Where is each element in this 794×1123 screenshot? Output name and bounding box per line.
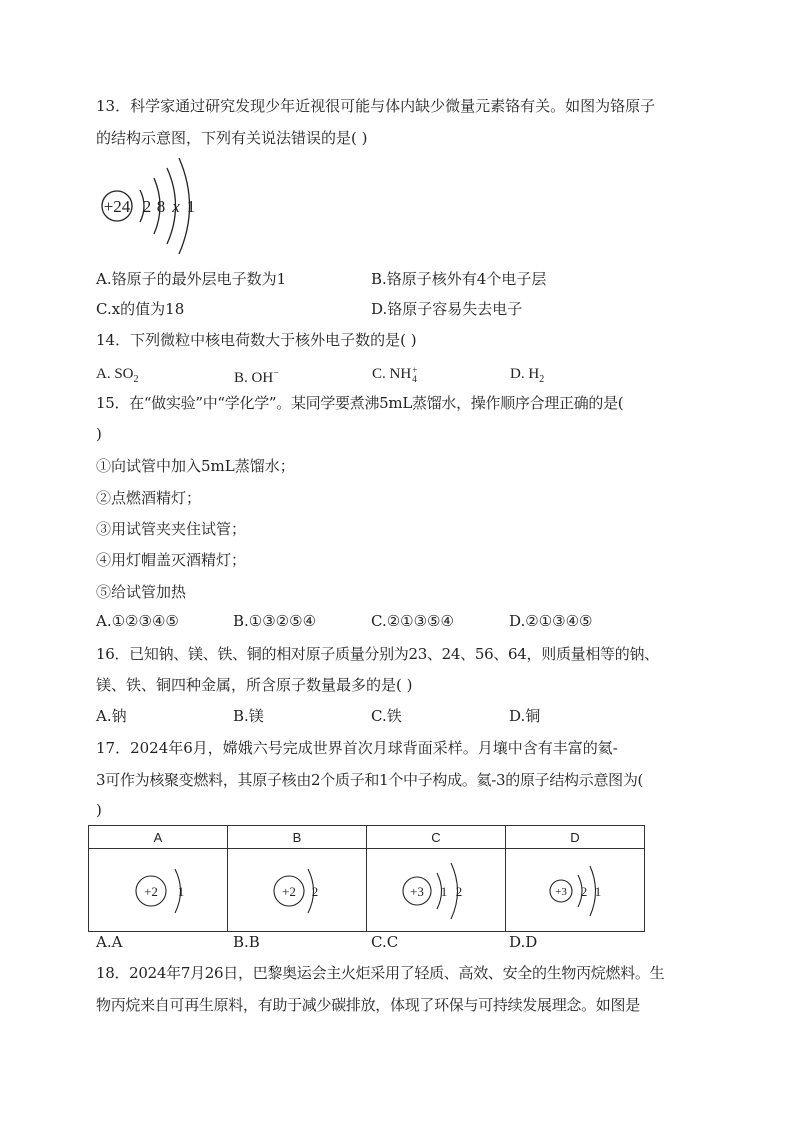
q15-stem-line1: 15．在“做实验”中“学化学”。某同学要煮沸5mL蒸馏水，操作顺序合理正确的是( [96,394,624,412]
atom-diagram-c [367,849,505,931]
chromium-nucleus-label: +24 [103,197,131,216]
helium-diagram-table [88,825,645,932]
table-cell-a [89,849,228,932]
table-header-b: B [228,826,367,849]
q18-stem-line2: 物丙烷来自可再生原料，有助于减少碳排放，体现了环保与可持续发展理念。如图是 [96,996,640,1014]
chromium-shell-4: 1 [186,197,196,216]
q14-option-c-prefix: C. [372,366,390,382]
q14-option-d-formula: H [528,366,540,382]
q15-step-3: ③用试管夹夹住试管； [96,520,247,538]
q13-option-c[interactable]: C.x的值为18 [96,300,185,318]
atom-diagram-d [506,849,644,931]
q16-stem-line1: 16．已知钠、镁、铁、铜的相对原子质量分别为23、24、56、64，则质量相等的钠、 [96,645,659,663]
atom-diagram-b [228,849,366,931]
q13-option-a[interactable]: A.铬原子的最外层电子数为1 [96,270,287,288]
q13-option-b[interactable]: B.铬原子核外有4个电子层 [371,270,547,288]
table-header-c: C [367,826,506,849]
atom-c-shell-2: 2 [455,884,463,899]
q15-step-5: ⑤给试管加热 [96,583,187,601]
q13-stem-line1: 13．科学家通过研究发现少年近视很可能与体内缺少微量元素铬有关。如图为铬原子 [96,97,656,115]
table-cell-b [228,849,367,932]
atom-c-nucleus: +3 [410,884,424,899]
q15-step-4: ④用灯帽盖灭酒精灯； [96,551,247,569]
atom-a-shell-1: 1 [177,884,185,899]
q14-option-d[interactable] [510,364,544,390]
chromium-shell-2: 8 [156,197,166,216]
q14-option-a-subscript: 2 [133,374,139,385]
atom-b-nucleus: +2 [282,884,296,899]
q17-option-a[interactable]: A.A [96,933,123,951]
atom-d-shell-2: 1 [594,884,602,899]
q14-option-c-subscript: 4 [412,373,417,384]
q16-option-a[interactable]: A.钠 [96,707,127,725]
q17-option-d[interactable]: D.D [509,933,538,951]
q14-stem: 14．下列微粒中核电荷数大于核外电子数的是( ) [96,331,417,349]
q14-option-a-formula: SO [114,366,134,382]
atom-c-shell-1: 1 [440,884,448,899]
q13-option-d[interactable]: D.铬原子容易失去电子 [371,300,523,318]
q14-option-c[interactable] [372,364,417,384]
q15-option-b[interactable]: B.①③②⑤④ [233,612,317,630]
table-header-a: A [89,826,228,849]
atom-diagram-a [89,849,227,931]
q13-stem-line2: 的结构示意图，下列有关说法错误的是( ) [96,129,368,147]
atom-d-shell-1: 2 [580,884,588,899]
q14-option-d-prefix: D. [510,366,529,382]
chromium-shell-1: 2 [142,197,152,216]
q14-option-b-formula: OH [251,370,274,386]
q17-option-b[interactable]: B.B [233,933,260,951]
atom-d-nucleus: +3 [555,886,567,898]
q16-option-b[interactable]: B.镁 [233,707,264,725]
q17-option-c[interactable]: C.C [371,933,399,951]
q14-option-a-prefix: A. [96,366,115,382]
q17-stem-line2: 3可作为核聚变燃料，其原子核由2个质子和1个中子构成。氦-3的原子结构示意图为( [96,771,644,789]
q17-stem-line3: ) [96,801,102,819]
q15-option-a[interactable]: A.①②③④⑤ [96,612,179,630]
chromium-shell-3: x [172,197,180,216]
q14-option-a[interactable] [96,364,139,390]
q14-option-b-prefix: B. [234,370,252,386]
atom-b-shell-1: 2 [311,884,319,899]
q15-stem-line2: ) [96,425,102,443]
q16-option-c[interactable]: C.铁 [371,707,402,725]
q16-option-d[interactable]: D.铜 [509,707,541,725]
table-header-d: D [506,826,645,849]
q15-option-c[interactable]: C.②①③⑤④ [371,612,454,630]
q14-option-b[interactable] [234,364,279,388]
q18-stem-line1: 18．2024年7月26日，巴黎奥运会主火炬采用了轻质、高效、安全的生物丙烷燃料。生 [96,964,665,982]
q14-option-b-superscript: − [273,368,279,379]
q15-option-d[interactable]: D.②①③④⑤ [509,612,593,630]
chromium-atom-diagram [96,156,226,256]
table-cell-d [506,849,645,932]
q14-option-c-formula: NH [389,366,412,382]
q16-stem-line2: 镁、铁、铜四种金属，所含原子数量最多的是( ) [96,676,413,694]
atom-a-nucleus: +2 [144,884,158,899]
q15-step-2: ②点燃酒精灯； [96,489,202,507]
q17-stem-line1: 17．2024年6月，嫦娥六号完成世界首次月球背面采样。月壤中含有丰富的氦- [96,739,618,757]
q15-step-1: ①向试管中加入5mL蒸馏水； [96,457,295,475]
table-cell-c [367,849,506,932]
q14-option-c-superscript: + [412,364,418,375]
q14-option-d-subscript: 2 [539,374,545,385]
